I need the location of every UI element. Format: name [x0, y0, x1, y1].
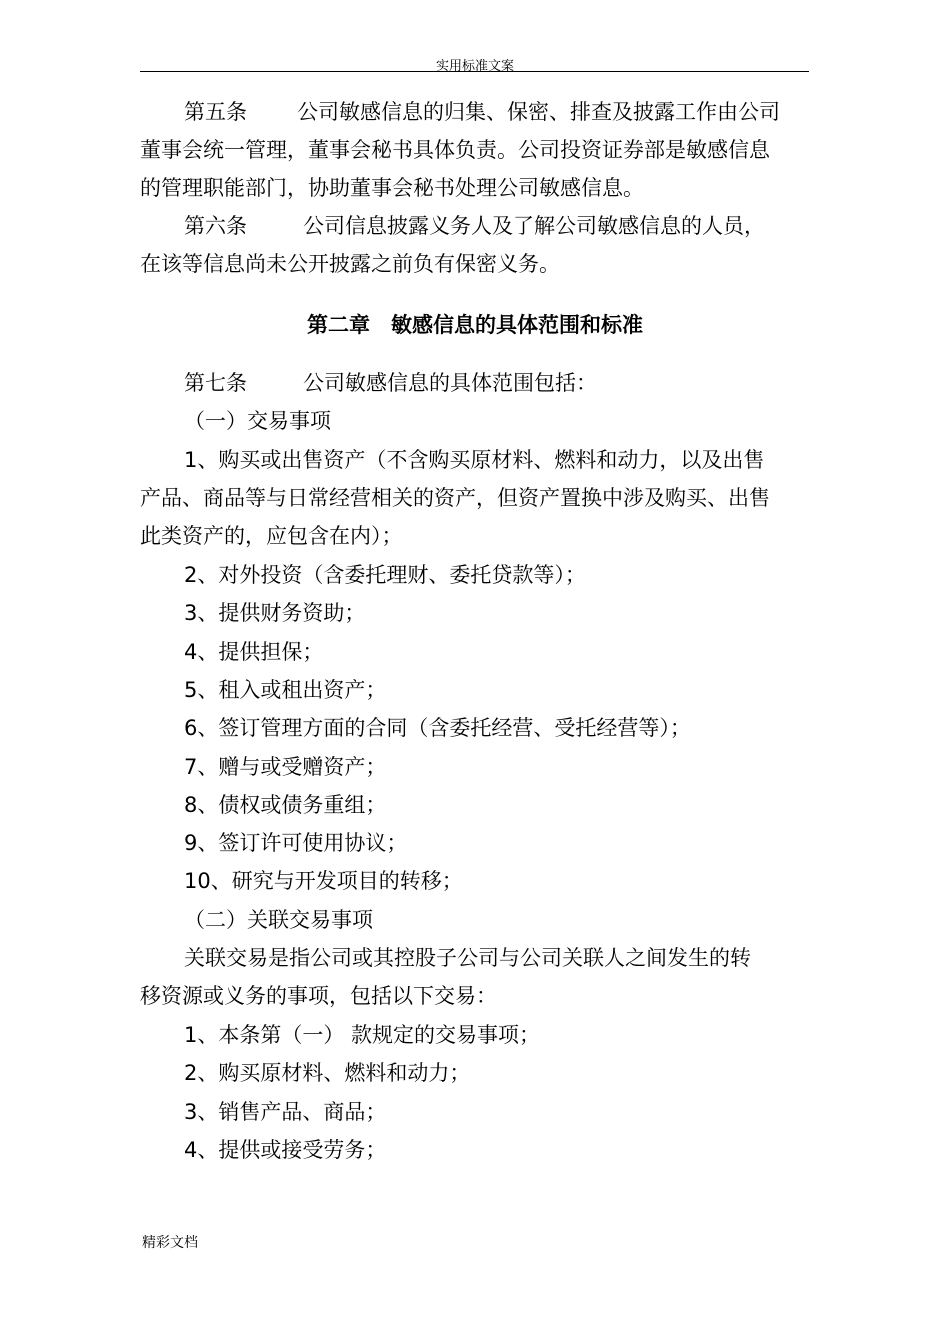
related-item-2: 2、购买原材料、燃料和动力； — [184, 1061, 471, 1085]
related-item-1: 1、本条第（一） 款规定的交易事项； — [184, 1023, 541, 1047]
page-header: 实用标准文案 — [435, 59, 514, 74]
item-10: 10、研究与开发项目的转移； — [184, 869, 463, 893]
section-2-heading: （二）关联交易事项 — [184, 908, 373, 932]
article-6-line-2: 在该等信息尚未公开披露之前负有保密义务。 — [140, 252, 560, 276]
header-rule — [140, 71, 809, 72]
page-footer: 精彩文档 — [142, 1235, 198, 1251]
item-9: 9、签订许可使用协议； — [184, 831, 408, 855]
related-item-4: 4、提供或接受劳务； — [184, 1138, 387, 1162]
item-1-line-1: 1、购买或出售资产（不含购买原材料、燃料和动力，以及出售 — [184, 448, 765, 472]
item-5: 5、租入或租出资产； — [184, 678, 387, 702]
related-para-line-1: 关联交易是指公司或其控股子公司与公司关联人之间发生的转 — [184, 946, 751, 970]
item-7: 7、赠与或受赠资产； — [184, 755, 387, 779]
article-5-label: 第五条 — [184, 100, 247, 124]
item-3: 3、提供财务资助； — [184, 601, 366, 625]
article-5-line-1 — [184, 93, 864, 131]
item-8: 8、债权或债务重组； — [184, 793, 387, 817]
chapter-2-heading: 第二章 敏感信息的具体范围和标准 — [307, 313, 643, 337]
section-1-heading: （一）交易事项 — [184, 409, 331, 433]
related-para-line-2: 移资源或义务的事项，包括以下交易： — [140, 984, 497, 1008]
related-item-3: 3、销售产品、商品； — [184, 1100, 387, 1124]
item-1-line-2: 产品、商品等与日常经营相关的资产，但资产置换中涉及购买、出售 — [140, 486, 770, 510]
article-5-line-3: 的管理职能部门，协助董事会秘书处理公司敏感信息。 — [140, 176, 644, 200]
article-7-label: 第七条 — [184, 371, 247, 395]
article-7-line-1 — [184, 364, 864, 402]
item-1-line-3: 此类资产的，应包含在内）； — [140, 524, 403, 548]
article-6-line-1 — [184, 207, 864, 245]
item-4: 4、提供担保； — [184, 640, 324, 664]
article-7-text-1: 公司敏感信息的具体范围包括： — [303, 371, 597, 395]
article-5-line-2: 董事会统一管理，董事会秘书具体负责。公司投资证券部是敏感信息 — [140, 138, 770, 162]
article-6-label: 第六条 — [184, 214, 247, 238]
article-5-text-1: 公司敏感信息的归集、保密、排查及披露工作由公司 — [297, 100, 780, 124]
article-6-text-1: 公司信息披露义务人及了解公司敏感信息的人员， — [303, 214, 765, 238]
item-6: 6、签订管理方面的合同（含委托经营、受托经营等）； — [184, 716, 691, 740]
item-2: 2、对外投资（含委托理财、委托贷款等）； — [184, 563, 586, 587]
